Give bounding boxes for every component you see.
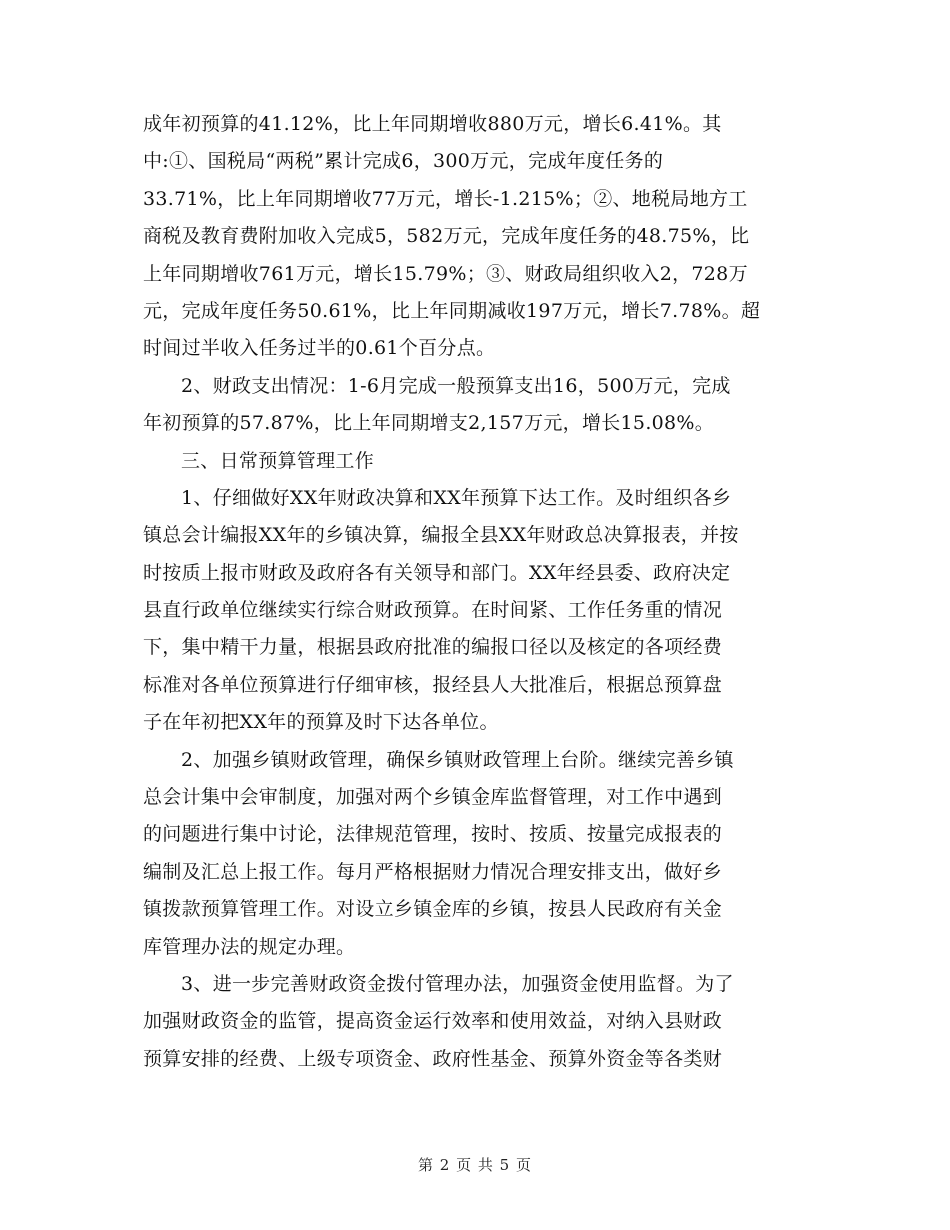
text-line: 时间过半收入任务过半的0.61个百分点。 bbox=[143, 337, 496, 360]
text-line: 总会计集中会审制度，加强对两个乡镇金库监督管理，对工作中遇到 bbox=[143, 786, 723, 809]
text-line: 商税及教育费附加收入完成5，582万元，完成年度任务的48.75%，比 bbox=[143, 225, 750, 248]
text-line: 子在年初把XX年的预算及时下达各单位。 bbox=[143, 711, 499, 734]
paragraph-p6 bbox=[143, 966, 813, 1078]
paragraph-p3 bbox=[143, 443, 813, 480]
text-line: 年初预算的57.87%，比上年同期增支2,157万元，增长15.08%。 bbox=[143, 412, 715, 435]
text-line: 2、财政支出情况：1-6月完成一般预算支出16，500万元，完成 bbox=[181, 374, 731, 397]
text-line: 成年初预算的41.12%，比上年同期增收880万元，增长6.41%。其 bbox=[143, 113, 722, 135]
text-line: 预算安排的经费、上级专项资金、政府性基金、预算外资金等各类财 bbox=[143, 1047, 723, 1070]
text-line: 下，集中精干力量，根据县政府批准的编报口径以及核定的各项经费 bbox=[143, 636, 723, 659]
paragraph-p1 bbox=[143, 106, 813, 368]
text-line: 33.71%，比上年同期增收77万元，增长-1.215%；②、地税局地方工 bbox=[143, 187, 748, 210]
text-line: 元，完成年度任务50.61%，比上年同期减收197万元，增长7.78%。超 bbox=[143, 299, 761, 322]
text-line: 镇拨款预算管理工作。对设立乡镇金库的乡镇，按县人民政府有关金 bbox=[143, 898, 723, 921]
document-body bbox=[143, 106, 813, 1078]
text-line: 标准对各单位预算进行仔细审核，报经县人大批准后，根据总预算盘 bbox=[143, 673, 723, 696]
text-line: 的问题进行集中讨论，法律规范管理，按时、按质、按量完成报表的 bbox=[143, 823, 723, 846]
text-line: 加强财政资金的监管，提高资金运行效率和使用效益，对纳入县财政 bbox=[143, 1010, 723, 1033]
text-line: 镇总会计编报XX年的乡镇决算，编报全县XX年财政总决算报表，并按 bbox=[143, 524, 739, 547]
paragraph-p4 bbox=[143, 480, 813, 742]
text-line: 三、日常预算管理工作 bbox=[181, 449, 375, 472]
text-line: 县直行政单位继续实行综合财政预算。在时间紧、工作任务重的情况 bbox=[143, 599, 723, 622]
paragraph-p5 bbox=[143, 742, 813, 966]
text-line: 上年同期增收761万元，增长15.79%；③、财政局组织收入2，728万 bbox=[143, 262, 748, 285]
text-line: 时按质上报市财政及政府各有关领导和部门。XX年经县委、政府决定 bbox=[143, 561, 731, 584]
paragraph-p2 bbox=[143, 368, 813, 443]
text-line: 2、加强乡镇财政管理，确保乡镇财政管理上台阶。继续完善乡镇 bbox=[181, 748, 734, 771]
text-line: 编制及汇总上报工作。每月严格根据财力情况合理安排支出，做好乡 bbox=[143, 860, 723, 883]
text-line: 库管理办法的规定办理。 bbox=[143, 935, 356, 958]
text-line: 中:①、国税局“两税”累计完成6，300万元，完成年度任务的 bbox=[143, 150, 664, 173]
text-line: 1、仔细做好XX年财政决算和XX年预算下达工作。及时组织各乡 bbox=[181, 486, 732, 509]
page-number-footer: 第 2 页 共 5 页 bbox=[418, 1156, 532, 1174]
text-line: 3、进一步完善财政资金拨付管理办法，加强资金使用监督。为了 bbox=[181, 972, 734, 995]
